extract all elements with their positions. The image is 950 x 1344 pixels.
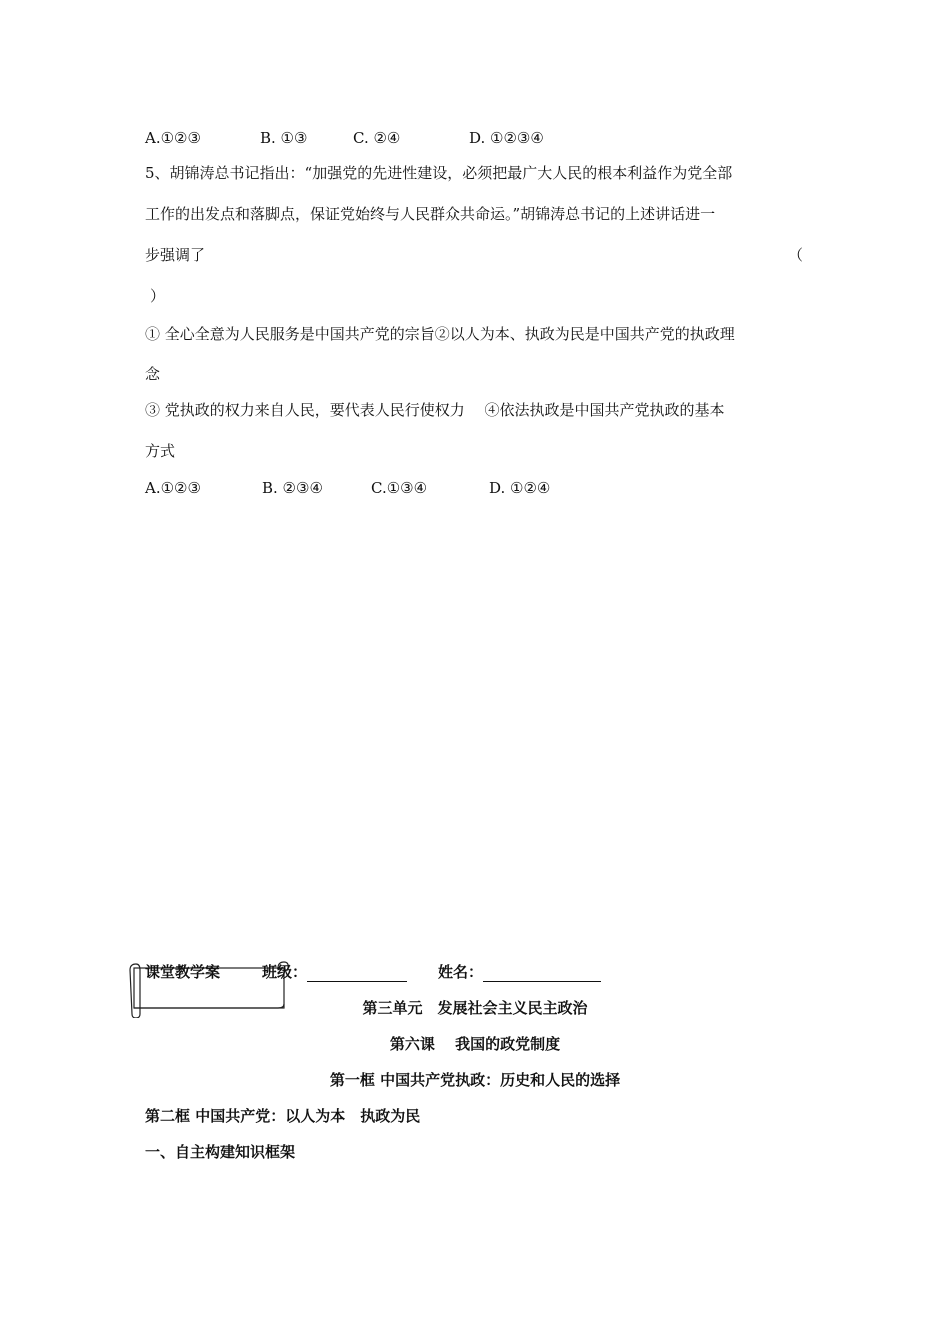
class-label: 班级： (262, 963, 308, 981)
frame-1-title: 第一框 中国共产党执政：历史和人民的选择 (329, 1071, 621, 1089)
q5-statement-1-cont: 念 (145, 365, 161, 383)
class-blank[interactable] (307, 965, 407, 982)
q5-statement-1: ① 全心全意为人民服务是中国共产党的宗旨②以人为本、执政为民是中国共产党的执政理 (145, 325, 735, 343)
q5-option-c: C.①③④ (371, 479, 428, 497)
q5-stem-line-2: 工作的出发点和落脚点，保证党始终与人民群众共命运。”胡锦涛总书记的上述讲话进一 (145, 205, 716, 223)
q4-option-a: A.①②③ (145, 129, 201, 147)
q5-stem-line-1: 5、胡锦涛总书记指出：“加强党的先进性建设，必须把最广大人民的根本利益作为党全部 (145, 164, 733, 182)
q4-option-b: B. ①③ (260, 129, 308, 147)
q5-statement-2-cont: 方式 (145, 442, 176, 460)
name-blank[interactable] (483, 965, 601, 982)
q5-answer-paren-close: ） (150, 287, 166, 305)
class-field[interactable] (262, 962, 407, 982)
unit-title: 第三单元 发展社会主义民主政治 (362, 999, 588, 1017)
frame-2-title: 第二框 中国共产党：以人为本 执政为民 (145, 1107, 421, 1125)
q5-option-a: A.①②③ (145, 479, 201, 497)
q4-option-c: C. ②④ (353, 129, 401, 147)
q5-statement-2: ③ 党执政的权力来自人民，要代表人民行使权力 ④依法执政是中国共产党执政的基本 (145, 401, 725, 419)
name-field[interactable] (438, 962, 601, 982)
q5-option-d: D. ①②④ (489, 479, 551, 497)
q5-answer-paren-open: （ (788, 246, 804, 264)
q5-stem-line-3: 步强调了 (145, 246, 206, 264)
q4-option-d: D. ①②③④ (469, 129, 544, 147)
section-1-heading: 一、自主构建知识框架 (145, 1143, 296, 1161)
lesson-plan-label: 课堂教学案 (145, 963, 221, 981)
name-label: 姓名： (438, 963, 484, 981)
lesson-title: 第六课 我国的政党制度 (389, 1035, 561, 1053)
q5-option-b: B. ②③④ (262, 479, 323, 497)
